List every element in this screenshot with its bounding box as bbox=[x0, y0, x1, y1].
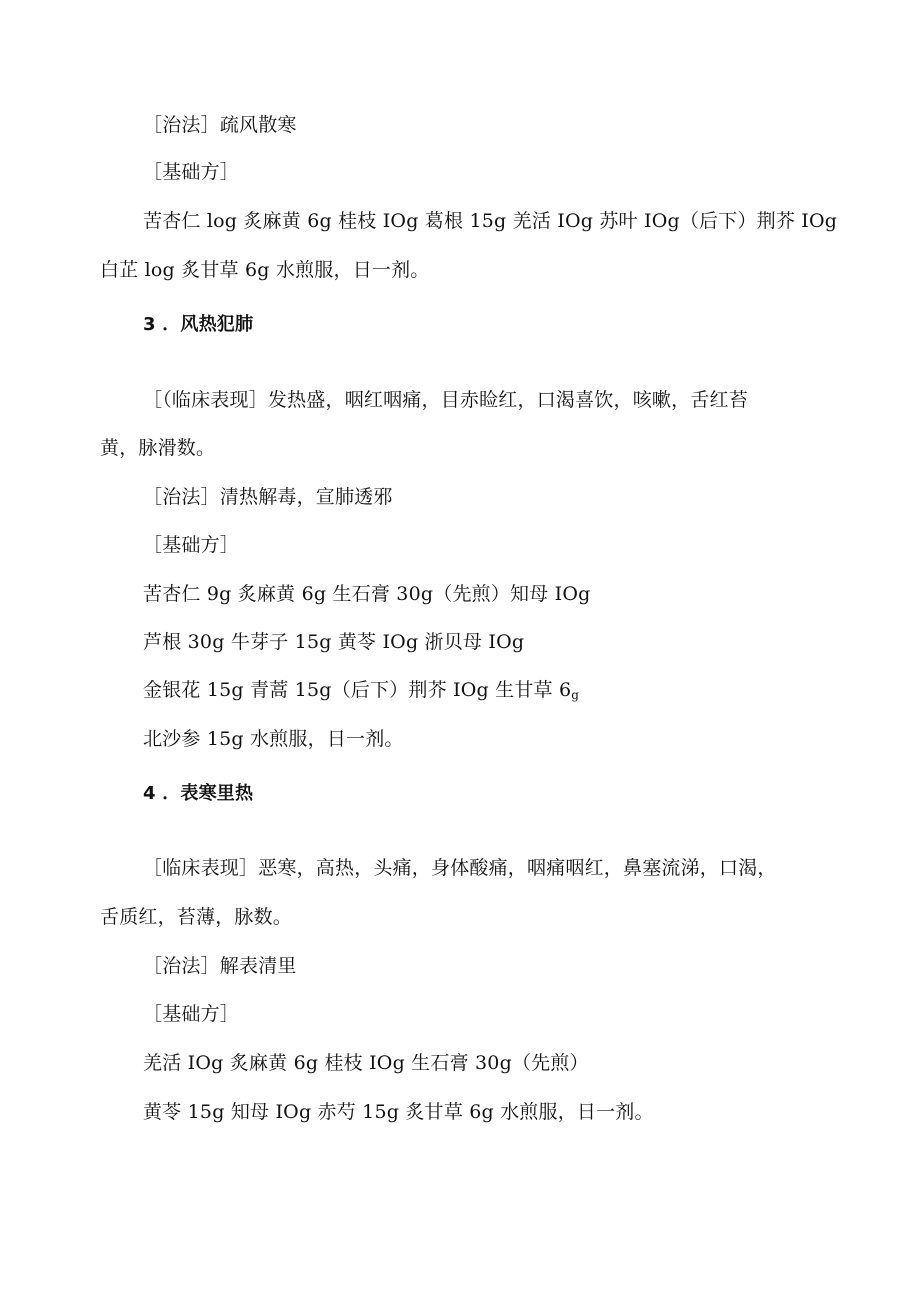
base-formula-label: ［基础方］ bbox=[143, 534, 240, 556]
clinical-manifestation-line: 舌质红，苔薄，脉数。 bbox=[100, 906, 293, 928]
formula-line: 羌活 IOg 炙麻黄 6g 桂枝 IOg 生石膏 30g（先煎） bbox=[143, 1052, 589, 1074]
formula-line: 芦根 30g 牛芽子 15g 黄苓 IOg 浙贝母 IOg bbox=[143, 631, 525, 653]
formula-line: 苦杏仁 9g 炙麻黄 6g 生石膏 30g（先煎）知母 IOg bbox=[143, 583, 591, 605]
clinical-manifestation-line: 黄，脉滑数。 bbox=[100, 437, 216, 459]
subscript-unit: g bbox=[571, 688, 580, 702]
base-formula-label: ［基础方］ bbox=[143, 1003, 240, 1025]
base-formula-label: ［基础方］ bbox=[143, 161, 240, 183]
treatment-method-line: ［治法］疏风散寒 bbox=[143, 114, 297, 136]
treatment-method-line: ［治法］解表清里 bbox=[143, 955, 297, 977]
formula-line: 苦杏仁 log 炙麻黄 6g 桂枝 IOg 葛根 15g 羌活 IOg 苏叶 IOg（后下）荆芥 IOg bbox=[143, 210, 838, 232]
formula-line bbox=[143, 678, 579, 707]
treatment-method-line: ［治法］清热解毒，宣肺透邪 bbox=[143, 486, 393, 508]
formula-line: 黄苓 15g 知母 IOg 赤芍 15g 炙甘草 6g 水煎服，日一剂。 bbox=[143, 1101, 654, 1123]
section-heading: 3 ．风热犯肺 bbox=[143, 314, 254, 335]
formula-line: 白芷 log 炙甘草 6g 水煎服，日一剂。 bbox=[100, 259, 430, 281]
formula-line: 北沙参 15g 水煎服，日一剂。 bbox=[143, 728, 404, 750]
formula-text: 金银花 15g 青蒿 15g（后下）荆芥 IOg 生甘草 6 bbox=[143, 679, 572, 701]
section-heading: 4 ．表寒里热 bbox=[143, 783, 254, 804]
clinical-manifestation-line: ［临床表现］恶寒，高热，头痛，身体酸痛，咽痛咽红，鼻塞流涕，口渴， bbox=[143, 857, 777, 879]
clinical-manifestation-line: ［（临床表现］发热盛，咽红咽痛，目赤睑红，口渴喜饮，咳嗽，舌红苔 bbox=[143, 389, 748, 411]
